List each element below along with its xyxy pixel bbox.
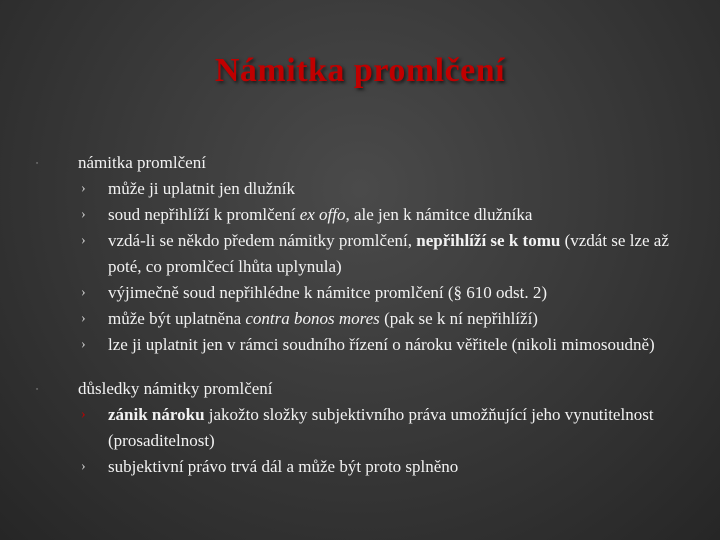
sub-bullet-text: vzdá-li se někdo předem námitky promlčení, <box>108 231 417 250</box>
sub-bullet <box>30 228 690 280</box>
bullet-section <box>30 376 690 480</box>
sub-bullet-text: jakožto složky subjektivního práva umožňující jeho vynutitelnost (prosaditelnost) <box>108 405 654 450</box>
italic-text: ex offo <box>299 205 346 224</box>
sub-bullet <box>30 176 690 202</box>
sub-bullet <box>30 402 690 454</box>
sub-bullet-text: může být uplatněna <box>108 309 246 328</box>
chevron-right-icon: › <box>81 181 86 196</box>
chevron-right-icon: › <box>81 311 86 326</box>
sub-bullet-text: lze ji uplatnit jen v rámci soudního řízení o nároku věřitele (nikoli mimosoudně) <box>108 335 655 354</box>
bullet-section <box>30 150 690 358</box>
chevron-right-icon: › <box>81 459 86 474</box>
bullet-heading: námitka promlčení <box>78 153 206 172</box>
bullet-heading: důsledky námitky promlčení <box>78 379 273 398</box>
sub-bullet <box>30 280 690 306</box>
slide-title: Námitka promlčení <box>214 52 506 89</box>
chevron-right-icon: › <box>81 407 86 422</box>
bullet-icon: ▫ <box>35 159 39 167</box>
chevron-right-icon: › <box>81 285 86 300</box>
level1-bullet <box>30 376 690 402</box>
sub-bullet-text: (pak se k ní nepřihlíží) <box>379 309 538 328</box>
bold-text: zánik nároku <box>108 405 205 424</box>
level1-bullet <box>30 150 690 176</box>
sub-bullet-text: soud nepřihlíží k promlčení <box>108 205 300 224</box>
sub-bullet <box>30 332 690 358</box>
sub-bullet-text: subjektivní právo trvá dál a může být proto splněno <box>108 457 459 476</box>
chevron-right-icon: › <box>81 233 86 248</box>
sub-bullet-text: výjimečně soud nepřihlédne k námitce promlčení (§ 610 odst. 2) <box>108 283 548 302</box>
bold-text: nepřihlíží se k tomu <box>416 231 561 250</box>
sub-bullet <box>30 306 690 332</box>
slide-content <box>30 150 690 480</box>
italic-text: contra bonos mores <box>245 309 380 328</box>
chevron-right-icon: › <box>81 337 86 352</box>
sub-bullet-text: může ji uplatnit jen dlužník <box>108 179 295 198</box>
bullet-icon: ▫ <box>35 385 39 393</box>
sub-bullet-text: , ale jen k námitce dlužníka <box>345 205 533 224</box>
sub-bullet <box>30 202 690 228</box>
sub-bullet-text: (vzdát se lze až poté, co promlčecí lhůta uplynula) <box>108 231 669 276</box>
chevron-right-icon: › <box>81 207 86 222</box>
sub-bullet <box>30 454 690 480</box>
